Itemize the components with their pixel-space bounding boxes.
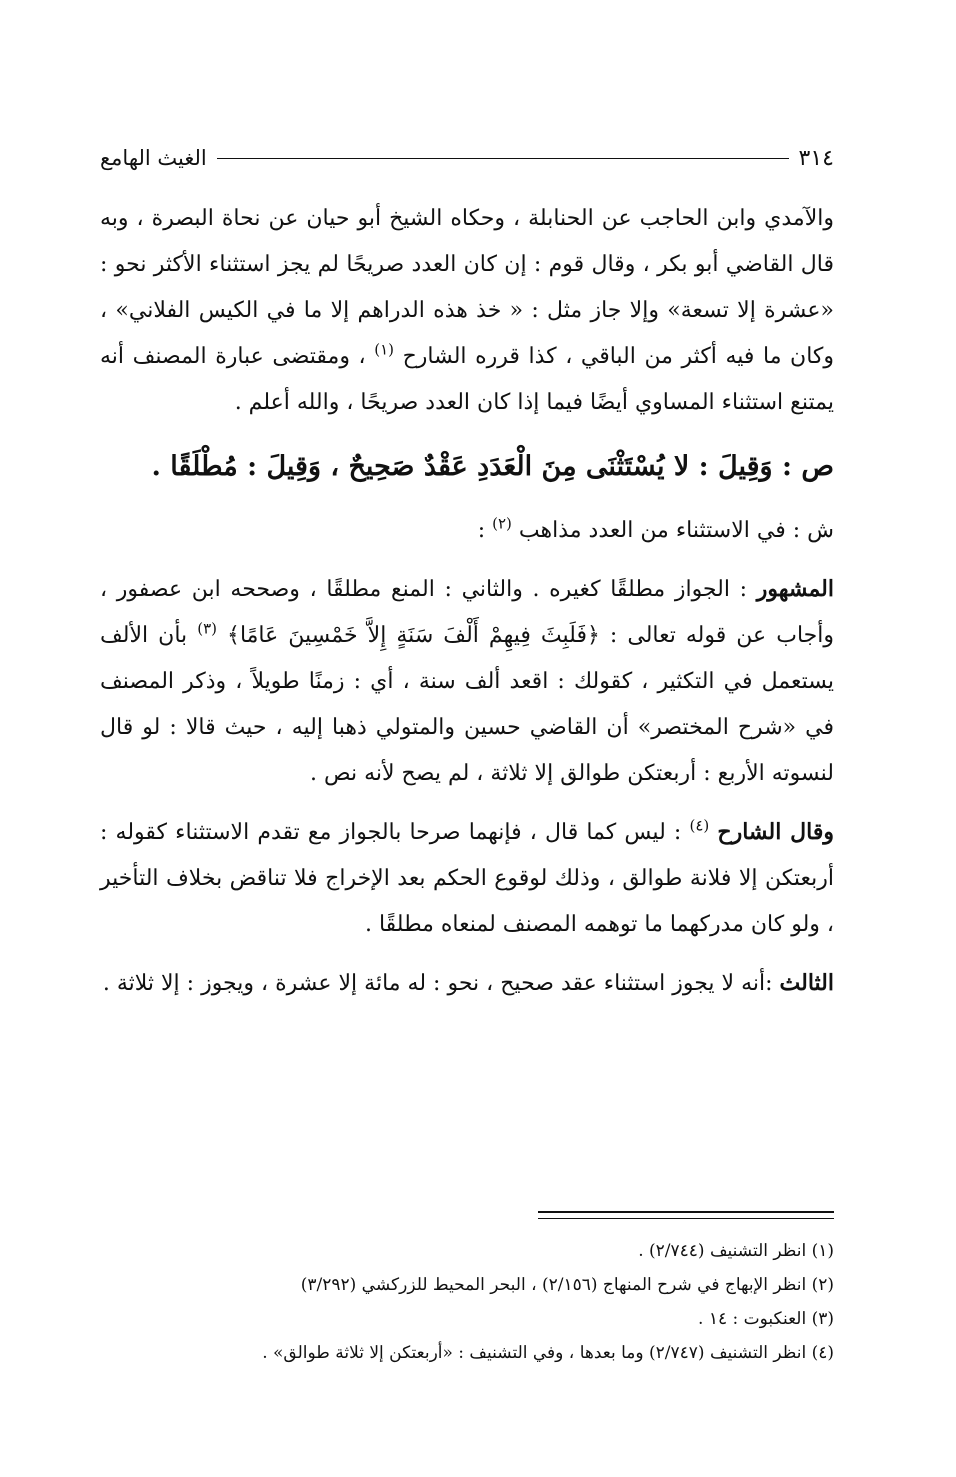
sharh-intro <box>100 508 834 554</box>
footnote-ref-2[interactable]: (٢) <box>492 514 512 533</box>
lead-word-sharih: وقال الشارح <box>717 819 834 845</box>
sharh-intro-text: ش : في الاستثناء من العدد مذاهب <box>518 518 834 543</box>
sharih-text: : ليس كما قال ، فإنهما صرحا بالجواز مع تقدم الاستثناء كقوله : أربعتكن إلا فلانة طوالق ، وذلك لوقوع الحكم بعد الإخراج فلا تناقض بخلاف التأخير ، ولو كان مدركهما ما توهمه المصنف لمنعاه مطلقًا . <box>100 820 834 937</box>
footnote-3: (٣) العنكبوت : ١٤ . <box>698 1309 834 1329</box>
lead-word-mashhur: المشهور <box>756 576 834 602</box>
footnote-ref-4[interactable]: (٤) <box>689 816 710 835</box>
footnote-separator <box>538 1211 834 1219</box>
footnote-1: (١) انظر التشنيف (٢/٧٤٤) . <box>638 1241 834 1261</box>
paragraph-continuation <box>100 196 834 426</box>
paragraph-mashhur <box>100 566 834 797</box>
header-rule <box>217 158 789 159</box>
book-title: الغيث الهامع <box>100 146 207 170</box>
footnotes <box>100 1234 834 1370</box>
sharh-intro-colon: : <box>477 518 486 543</box>
page-number: ٣١٤ <box>798 145 834 171</box>
lead-word-thalith: الثالث <box>779 970 834 996</box>
footnote-ref-1[interactable]: (١) <box>374 340 394 359</box>
footnote-2: (٢) انظر الإبهاج في شرح المنهاج (٢/١٥٦) ، البحر المحيط للزركشي (٣/٢٩٢) <box>300 1275 834 1295</box>
footnote-4: (٤) انظر التشنيف (٢/٧٤٧) وما بعدها ، وفي التشنيف : «أربعتكن إلا ثلاثة طوالق» . <box>262 1343 834 1363</box>
paragraph-text-after: ، ومقتضى عبارة المصنف أنه يمتنع استثناء المساوي أيضًا فيما إذا كان العدد صريحًا ، والله أعلم . <box>100 344 834 415</box>
footnote-ref-3[interactable]: (٣) <box>197 619 217 638</box>
thalith-text: :أنه لا يجوز استثناء عقد صحيح ، نحو : له مائة إلا عشرة ، ويجوز : إلا ثلاثة . <box>102 971 773 996</box>
paragraph-thalith <box>100 960 834 1007</box>
main-text <box>100 196 834 1007</box>
matn-quote: ص : وَقِيلَ : لا يُسْتَثْنَى مِنَ الْعَدَدِ عَقْدٌ صَحِيحٌ ، وَقِيلَ : مُطْلَقًا . <box>151 451 834 482</box>
mashhur-text-after: بأن الألف يستعمل في التكثير ، كقولك : اقعد ألف سنة ، أي : زمنًا طويلاً ، وذكر المصنف في «شرح المختصر» أن القاضي حسين والمتولي ذهبا إليه ، حيث قالا : لو قال لنسوته الأربع : أربعتكن طوالق إلا ثلاثة ، لم يصح لأنه نص . <box>100 623 834 786</box>
running-header <box>100 140 834 176</box>
mashhur-text: : الجواز مطلقًا كغيره . والثاني : المنع مطلقًا ، وصححه ابن عصفور ، وأجاب عن قوله تعالى : ﴿فَلَبِثَ فِيهِمْ أَلْفَ سَنَةٍ إِلاَّ خَمْسِينَ عَامًا﴾ <box>100 577 834 648</box>
paragraph-sharih <box>100 809 834 948</box>
paragraph-text: والآمدي وابن الحاجب عن الحنابلة ، وحكاه الشيخ أبو حيان عن نحاة البصرة ، وبه قال القاضي أبو بكر ، وقال قوم : إن كان العدد صريحًا لم يجز استثناء الأكثر نحو : «عشرة إلا تسعة» وإلا جاز مثل : « خذ هذه الدراهم إلا ما في الكيس الفلاني» ، وكان ما فيه أكثر من الباقي ، كذا قرره الشارح <box>100 206 835 369</box>
